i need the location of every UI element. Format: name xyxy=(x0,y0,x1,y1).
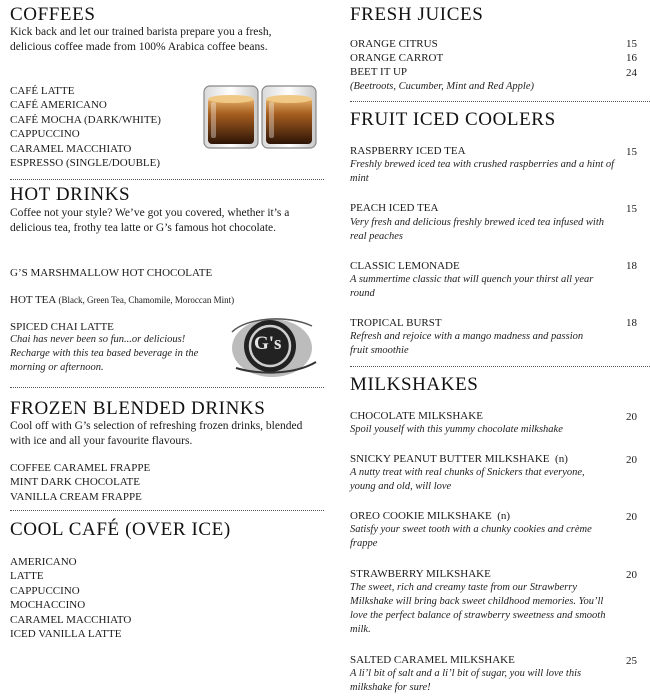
milkshake-price: 20 xyxy=(626,511,637,523)
list-item: CAFÉ LATTE xyxy=(10,85,75,97)
section-divider xyxy=(10,510,324,511)
milkshake-description: A li’l bit of salt and a li’l bit of sugar, you will love this milkshake for sure! xyxy=(350,668,582,693)
cooler-price: 18 xyxy=(626,317,637,329)
coolers-title: FRUIT ICED COOLERS xyxy=(350,109,556,130)
cooler-name: CLASSIC LEMONADE xyxy=(350,260,460,272)
marshmallow-hot-chocolate: G’S MARSHMALLOW HOT CHOCOLATE xyxy=(10,267,213,279)
juice-note: (Beetroots, Cucumber, Mint and Red Apple) xyxy=(350,81,535,92)
cooler-description: Refresh and rejoice with a mango madness and passion fruit smoothie xyxy=(350,331,584,356)
milkshakes-title: MILKSHAKES xyxy=(350,374,479,395)
section-divider xyxy=(350,366,650,367)
cooler-description: A summertime classic that will quench your thirst all year round xyxy=(350,274,594,299)
juice-name: ORANGE CITRUS xyxy=(350,38,438,50)
milkshake-name: SNICKY PEANUT BUTTER MILKSHAKE (n) xyxy=(350,453,568,465)
gs-logo-text: G's xyxy=(254,333,282,354)
milkshake-description: A nutty treat with real chunks of Snickers that everyone, young and old, will love xyxy=(350,467,585,492)
list-item: VANILLA CREAM FRAPPE xyxy=(10,490,142,503)
milkshake-name: CHOCOLATE MILKSHAKE xyxy=(350,410,483,422)
list-item: ESPRESSO (SINGLE/DOUBLE) xyxy=(10,157,161,170)
list-item: CARAMEL MACCHIATO xyxy=(10,142,132,155)
cooler-name: PEACH ICED TEA xyxy=(350,202,439,214)
gs-logo xyxy=(226,310,320,384)
list-item: AMERICANO xyxy=(10,556,77,568)
milkshake-price: 25 xyxy=(626,655,637,667)
list-item: ICED VANILLA LATTE xyxy=(10,628,122,641)
frozen-description: Cool off with G’s selection of refreshing frozen drinks, blended with ice and all your favourite flavours. xyxy=(10,420,303,447)
cooler-price: 18 xyxy=(626,260,637,272)
hot-tea-note: (Black, Green Tea, Chamomile, Moroccan Mint) xyxy=(58,295,235,305)
list-item: CARAMEL MACCHIATO xyxy=(10,613,132,626)
list-item: MINT DARK CHOCOLATE xyxy=(10,476,140,489)
cool-cafe-title: COOL CAFÉ (OVER ICE) xyxy=(10,519,231,540)
cooler-description: Freshly brewed iced tea with crushed raspberries and a hint of mint xyxy=(350,159,615,184)
juice-name: BEET IT UP xyxy=(350,66,408,78)
milkshake-name: STRAWBERRY MILKSHAKE xyxy=(350,568,491,580)
section-divider xyxy=(10,387,324,388)
section-divider xyxy=(350,101,650,102)
cooler-name: RASPBERRY ICED TEA xyxy=(350,145,466,157)
list-item: CAFÉ MOCHA (DARK/WHITE) xyxy=(10,113,161,126)
list-item: CAPPUCCINO xyxy=(10,128,80,141)
frozen-title: FROZEN BLENDED DRINKS xyxy=(10,398,266,419)
espresso-glasses-image xyxy=(200,80,324,154)
cooler-name: TROPICAL BURST xyxy=(350,317,442,329)
cool-cafe-list xyxy=(10,555,131,641)
milkshake-description: The sweet, rich and creamy taste from our Strawberry Milkshake will bring back sweet childhood memories. You’ll love the perfect balance of strawberry sweetness and smooth milk. xyxy=(350,582,606,635)
hot-drinks-description: Coffee not your style? We’ve got you covered, whether it’s a delicious tea, frothy tea latte or G’s famous hot chocolate. xyxy=(10,207,290,234)
milkshake-price: 20 xyxy=(626,569,637,581)
juice-price: 24 xyxy=(626,67,637,79)
hot-drinks-title: HOT DRINKS xyxy=(10,184,131,205)
coffees-title: COFFEES xyxy=(10,4,96,25)
milkshake-description: Satisfy your sweet tooth with a chunky cookies and crème frappe xyxy=(350,524,592,549)
hot-tea xyxy=(10,293,234,307)
section-divider xyxy=(10,179,324,180)
list-item: COFFEE CARAMEL FRAPPE xyxy=(10,462,151,474)
cooler-description: Very fresh and delicious freshly brewed iced tea infused with real peaches xyxy=(350,217,604,242)
milkshake-name: SALTED CARAMEL MILKSHAKE xyxy=(350,654,515,666)
milkshake-name: OREO COOKIE MILKSHAKE (n) xyxy=(350,510,511,522)
glass-right xyxy=(262,86,316,148)
list-item: CAPPUCCINO xyxy=(10,584,80,597)
coffees-description: Kick back and let our trained barista prepare you a fresh, delicious coffee made from 100% Arabica coffee beans. xyxy=(10,26,272,53)
glass-left xyxy=(204,86,258,148)
hot-tea-label: HOT TEA xyxy=(10,294,56,306)
frozen-list xyxy=(10,461,150,504)
milkshake-price: 20 xyxy=(626,454,637,466)
list-item: MOCHACCINO xyxy=(10,599,86,612)
cooler-price: 15 xyxy=(626,203,637,215)
juice-name: ORANGE CARROT xyxy=(350,52,444,64)
juices-title: FRESH JUICES xyxy=(350,4,484,25)
cooler-price: 15 xyxy=(626,146,637,158)
juice-price: 16 xyxy=(626,52,637,64)
spiced-chai-latte: SPICED CHAI LATTE xyxy=(10,321,114,333)
list-item: CAFÉ AMERICANO xyxy=(10,99,107,112)
coffees-list xyxy=(10,84,161,170)
milkshake-description: Spoil youself with this yummy chocolate milkshake xyxy=(350,424,563,435)
juice-price: 15 xyxy=(626,38,637,50)
list-item: LATTE xyxy=(10,570,44,583)
milkshake-price: 20 xyxy=(626,411,637,423)
spiced-chai-description: Chai has never been so fun...or delicious! Recharge with this tea based beverage in the morning or afternoon. xyxy=(10,334,199,373)
